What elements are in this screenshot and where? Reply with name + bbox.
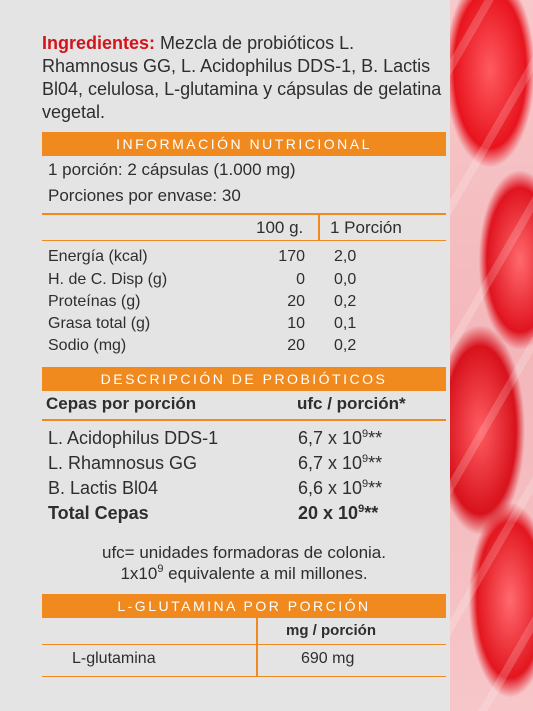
column-mg: mg / porción <box>286 622 376 639</box>
ingredients-paragraph <box>42 32 452 124</box>
nutrient-portion: 0,0 <box>334 271 357 288</box>
probiotic-row <box>48 478 448 502</box>
nutrient-100g: 0 <box>296 271 305 288</box>
ufc-note-line1: ufc= unidades formadoras de colonia. <box>102 543 386 562</box>
ingredients-text: Mezcla de probióticos L. Rhamnosus GG, L. Acidophilus DDS-1, B. Lactis Bl04, celulosa, L-glutamina y cápsulas de gelatina vegetal. <box>42 33 442 122</box>
nutrient-100g: 170 <box>278 248 305 265</box>
nutrient-100g: 20 <box>287 337 305 354</box>
nutrition-row <box>48 271 448 293</box>
nutrient-name: Energía (kcal) <box>48 248 148 265</box>
nutrient-name: Sodio (mg) <box>48 337 127 354</box>
probiotic-row <box>48 453 448 477</box>
total-strains-label: Total Cepas <box>48 503 149 523</box>
strain-ufc: 6,7 x $10^9**$ <box>298 428 383 448</box>
strain-name: B. Lactis Bl04 <box>48 478 159 498</box>
glutamine-header-bar <box>42 594 446 618</box>
probiotics-header-bar <box>42 367 446 391</box>
nutrition-row <box>48 337 448 359</box>
strain-name: L. Acidophilus DDS-1 <box>48 428 219 448</box>
glutamine-divider-bottom <box>42 676 446 677</box>
nutrient-name: Grasa total (g) <box>48 315 151 332</box>
strain-name: L. Rhamnosus GG <box>48 453 198 473</box>
total-strains-ufc: 20 x $10^9**$ <box>298 503 379 523</box>
nutrient-100g: 20 <box>287 293 305 310</box>
nutrient-100g: 10 <box>287 315 305 332</box>
probiotic-total-row <box>48 503 448 527</box>
nutrition-column-divider <box>318 214 320 240</box>
probiotic-row <box>48 428 448 452</box>
glutamine-value: 690 mg <box>301 650 355 667</box>
nutrient-portion: 2,0 <box>334 248 357 265</box>
column-portion: 1 Porción <box>330 218 402 237</box>
nutrient-name: H. de C. Disp (g) <box>48 271 168 288</box>
glutamine-divider <box>42 644 446 645</box>
nutrition-header: INFORMACIÓN NUTRICIONAL <box>116 136 372 152</box>
bacteria-background-image <box>450 0 533 711</box>
glutamine-header: L-GLUTAMINA POR PORCIÓN <box>117 598 371 614</box>
column-100g: 100 g. <box>256 218 304 237</box>
nutrition-row <box>48 293 448 315</box>
nutrient-portion: 0,2 <box>334 337 357 354</box>
glutamine-column-divider <box>256 618 258 676</box>
nutrient-portion: 0,1 <box>334 315 357 332</box>
glutamine-name: L-glutamina <box>72 650 156 667</box>
probiotics-header: DESCRIPCIÓN DE PROBIÓTICOS <box>100 371 388 387</box>
nutrient-portion: 0,2 <box>334 293 357 310</box>
ufc-note-line2: $1x10^9$ equivalente a mil millones. <box>120 563 368 583</box>
ingredients-label: Ingredientes: <box>42 33 156 53</box>
strain-ufc: 6,6 x $10^9**$ <box>298 478 383 498</box>
nutrition-divider-top <box>42 213 446 215</box>
nutrition-header-bar <box>42 132 446 156</box>
strain-ufc: 6,7 x $10^9**$ <box>298 453 383 473</box>
serving-size: 1 porción: 2 cápsulas (1.000 mg) <box>48 160 296 179</box>
nutrition-row <box>48 248 448 270</box>
column-strains: Cepas por porción <box>46 394 197 413</box>
nutrient-name: Proteínas (g) <box>48 293 141 310</box>
nutrition-divider-header <box>42 240 446 241</box>
column-ufc: ufc / porción* <box>297 394 406 413</box>
servings-per-container: Porciones por envase: 30 <box>48 186 241 205</box>
nutrition-row <box>48 315 448 337</box>
probiotics-divider <box>42 419 446 421</box>
